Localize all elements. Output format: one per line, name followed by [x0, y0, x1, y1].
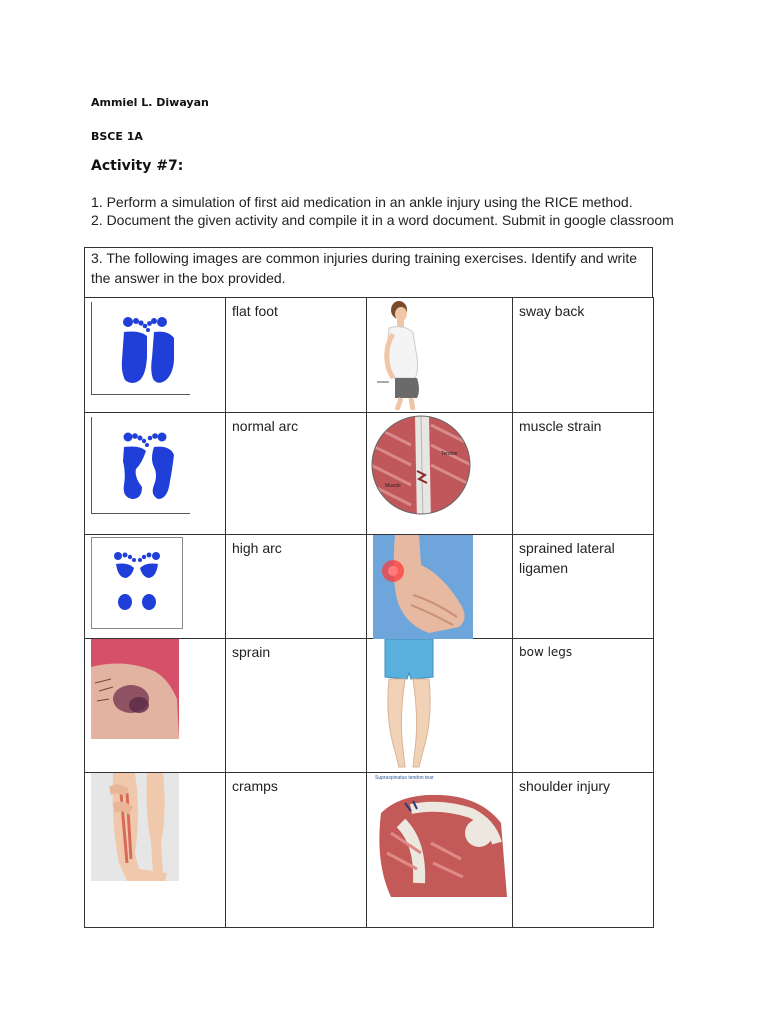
answer-high-arc: high arc — [232, 540, 282, 556]
tendon-label: Tendon — [441, 451, 458, 457]
answer-sway-back: sway back — [519, 303, 585, 319]
normal-arc-image — [91, 417, 190, 514]
answer-cell — [226, 535, 367, 639]
injury-table — [84, 297, 654, 928]
answer-sprained-ligament: sprained lateral ligamen — [519, 540, 615, 576]
high-arc-image — [91, 537, 183, 629]
table-row — [85, 413, 654, 535]
table-row — [85, 773, 654, 928]
flat-foot-icon — [92, 302, 190, 394]
answer-cell — [513, 298, 654, 413]
shoulder-anatomy-illustration-icon — [371, 773, 507, 897]
image-cell-normal-arc — [85, 413, 226, 535]
answer-cell — [513, 535, 654, 639]
image-cell-bow-legs — [367, 639, 513, 773]
sprained-ligament-image — [373, 535, 473, 639]
flat-foot-image — [91, 302, 190, 395]
image-cell-muscle-strain — [367, 413, 513, 535]
cramps-image — [91, 773, 179, 881]
sprained-ankle-illustration-icon — [373, 535, 473, 639]
answer-normal-arc: normal arc — [232, 418, 299, 434]
table-row — [85, 639, 654, 773]
normal-arc-foot-icon — [92, 417, 190, 513]
activity-title: Activity #7: — [91, 158, 184, 174]
answer-bow-legs: bow legs — [519, 645, 573, 659]
supraspinatus-label: Supraspinatus tendon tear — [375, 775, 434, 781]
muscle-label: Muscle — [385, 483, 401, 489]
answer-sprain: sprain — [232, 644, 271, 660]
sprain-photo-image — [91, 639, 179, 739]
answer-cell — [226, 639, 367, 773]
image-cell-sprained-ligament — [367, 535, 513, 639]
sway-back-figure-icon — [371, 298, 437, 410]
high-arc-foot-icon — [92, 538, 182, 628]
instruction-3: 3. The following images are common injuries during training exercises. Identify and write the answer in the box provided. — [91, 250, 638, 286]
instruction-2: 2. Document the given activity and compile it in a word document. Submit in google classroom — [91, 212, 674, 228]
instruction-1: 1. Perform a simulation of first aid medication in an ankle injury using the RICE method. — [91, 194, 633, 210]
muscle-strain-image — [371, 415, 471, 523]
answer-cell — [226, 413, 367, 535]
answer-muscle-strain: muscle strain — [519, 418, 602, 434]
table-row — [85, 535, 654, 639]
answer-cell — [513, 639, 654, 773]
student-name: Ammiel L. Diwayan — [91, 96, 209, 109]
answer-cell — [226, 773, 367, 928]
answer-cell — [513, 413, 654, 535]
answer-flat-foot: flat foot — [232, 303, 278, 319]
image-cell-high-arc — [85, 535, 226, 639]
answer-cell — [513, 773, 654, 928]
answer-cramps: cramps — [232, 778, 278, 794]
muscle-strain-illustration-icon — [371, 415, 471, 523]
table-row — [85, 298, 654, 413]
instruction-box — [84, 247, 653, 297]
answer-shoulder-injury: shoulder injury — [519, 778, 611, 794]
image-cell-sprain — [85, 639, 226, 773]
bruised-ankle-photo-icon — [91, 639, 179, 739]
bow-legs-figure-icon — [381, 639, 437, 771]
image-cell-sway-back — [367, 298, 513, 413]
answer-cell — [226, 298, 367, 413]
bow-legs-image — [381, 639, 437, 771]
course-section: BSCE 1A — [91, 130, 143, 143]
shoulder-injury-image — [371, 773, 507, 897]
image-cell-cramps — [85, 773, 226, 928]
image-cell-flat-foot — [85, 298, 226, 413]
sway-back-image — [371, 298, 437, 410]
calf-cramp-illustration-icon — [91, 773, 179, 881]
image-cell-shoulder-injury — [367, 773, 513, 928]
